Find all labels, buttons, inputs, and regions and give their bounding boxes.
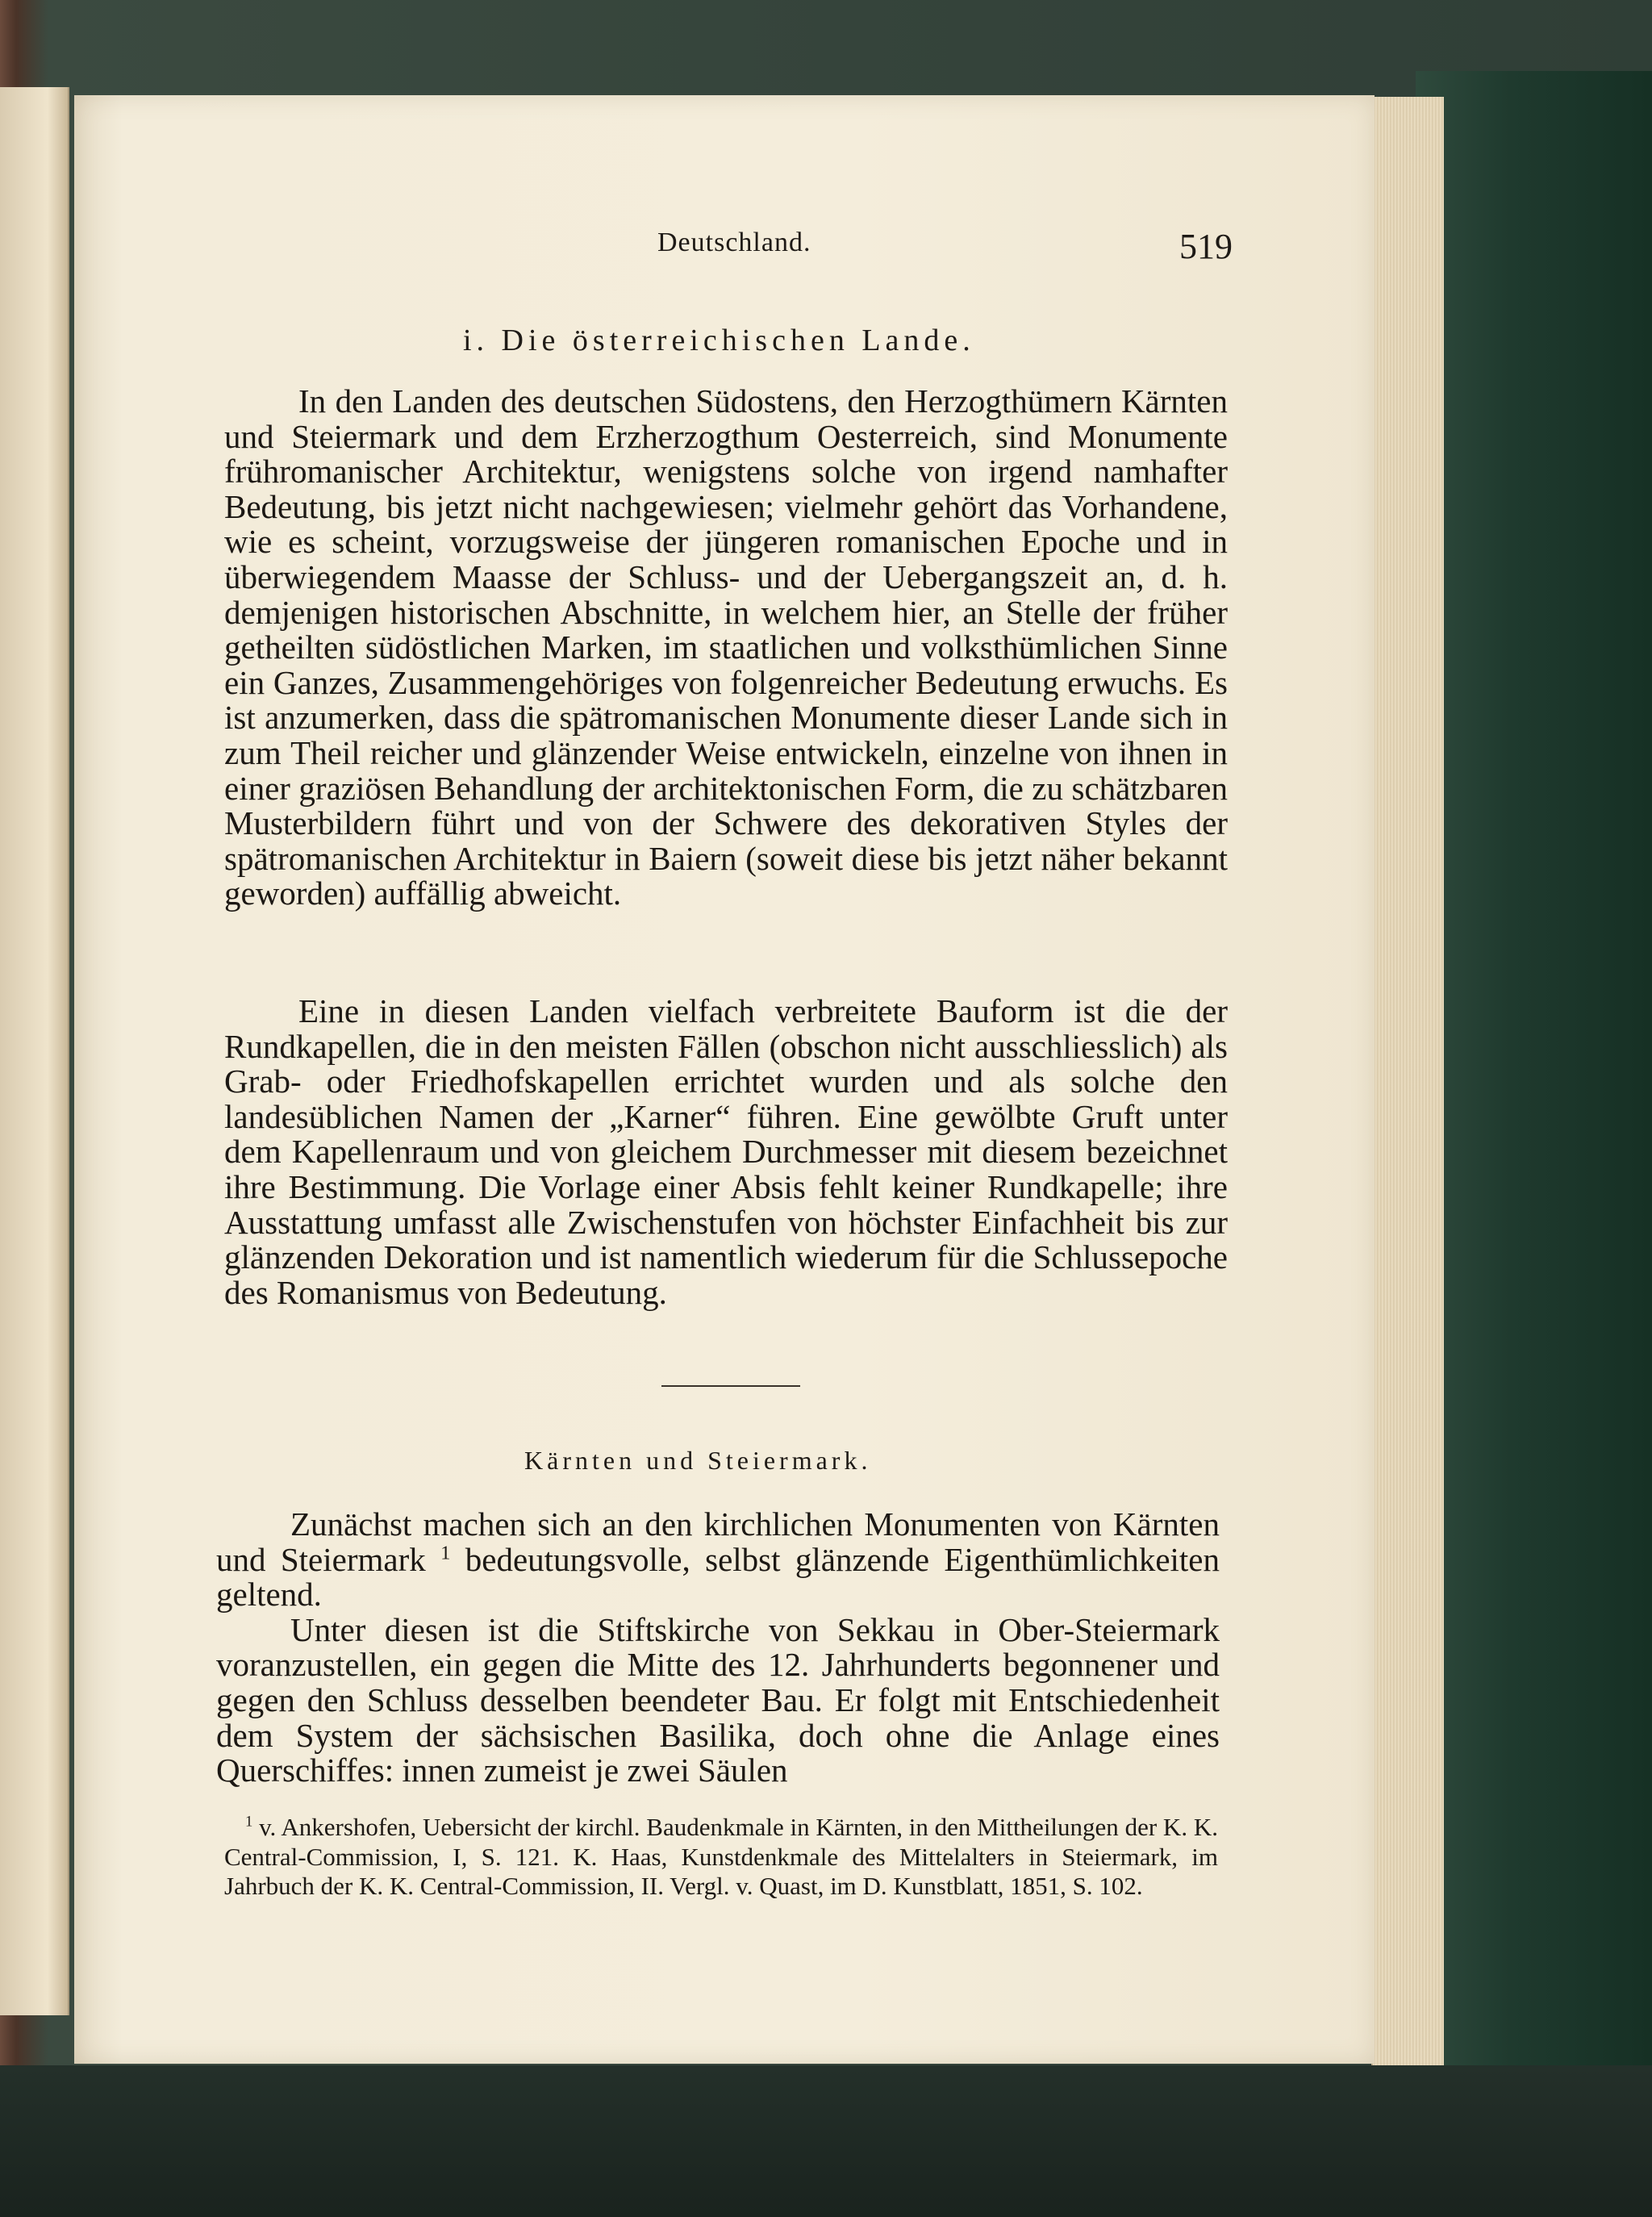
footnote-body: v. Ankershofen, Uebersicht der kirchl. Baudenkmale in Kärnten, in den Mittheilungen der K. K. Central-Commission, I, S. 121. K. Haas, Kunstdenkmale des Mittelalters in Steiermark, im Jahrbuch der K. K. Central-Commission, II. Vergl. v. Quast, im D. Kunstblatt, 1851, S. 102. <box>224 1813 1218 1900</box>
body-text-3 <box>216 1507 1220 1789</box>
paragraph: Eine in diesen Landen vielfach verbreitete Bauform ist die der Rundkapellen, die in den meisten Fällen (obschon nicht ausschliesslich) als Grab- oder Friedhofskapellen errichtet wurden und als solche den landesüblichen Namen der „Karner“ führen. Eine gewölbte Gruft unter dem Kapellenraum und von gleichem Durchmesser mit diesem bezeichnet ihre Bestimmung. Die Vorlage einer Absis fehlt keiner Rundkapelle; ihre Ausstattung umfasst alle Zwischenstufen von höchster Einfachheit bis zur glänzenden Dekoration und ist namentlich wiederum für die Schlussepoche des Romanismus von Bedeutung. <box>224 992 1228 1311</box>
previous-page-edge <box>0 87 69 2015</box>
paragraph: Unter diesen ist die Stiftskirche von Sekkau in Ober-Steiermark voranzustellen, ein gegen die Mitte des 12. Jahrhunderts begonnener und gegen den Schluss desselben beendeter Bau. Er folgt mit Entschiedenheit dem System der sächsischen Basilika, doch ohne die Anlage eines Querschiffes: innen zumeist je zwei Säulen <box>216 1610 1220 1789</box>
binding-bottom <box>0 2065 1652 2217</box>
section-title: i. Die österreichischen Lande. <box>463 324 975 357</box>
paragraph-text: bedeutungsvolle, selbst glänzende Eigenthümlichkeiten geltend. <box>216 1540 1220 1614</box>
running-head: Deutschland. <box>657 228 811 257</box>
page-stack-edge <box>1371 97 1444 2065</box>
page-number: 519 <box>1179 227 1233 266</box>
footnote-text <box>224 1813 1218 1902</box>
paragraph-text: Zunächst machen sich an den kirchlichen Monumenten von Kärnten und Steiermark <box>216 1505 1220 1578</box>
paragraph: In den Landen des deutschen Südostens, den Herzogthümern Kärnten und Steiermark und dem Erzherzogthum Oesterreich, sind Monumente frühromanischer Architektur, wenigstens solche von irgend namhafter Bedeutung, bis jetzt nicht nachgewiesen; vielmehr gehört das Vorhandene, wie es scheint, vorzugsweise der jüngeren romanischen Epoche und in überwiegendem Maasse der Schluss- und der Uebergangszeit an, d. h. demjenigen historischen Abschnitte, in welchem hier, an Stelle der früher getheilten südöstlichen Marken, im staatlichen und volksthümlichen Sinne ein Ganzes, Zusammengehöriges von folgenreicher Bedeutung erwuchs. Es ist anzumerken, dass die spätromanischen Monumente dieser Lande sich in zum Theil reicher und glänzender Weise entwickeln, einzelne von ihnen in einer graziösen Behandlung der architektonischen Form, die zu schätzbaren Musterbildern führt und von der Schwere des dekorativen Styles der spätromanischen Architektur in Baiern (soweit diese bis jetzt näher bekannt geworden) auffällig abweicht. <box>224 382 1228 912</box>
footnote <box>224 1813 1218 1902</box>
footnote-mark: 1 <box>245 1813 253 1831</box>
section-divider <box>661 1385 800 1387</box>
body-text-2 <box>224 994 1228 1310</box>
paragraph <box>216 1507 1220 1613</box>
subsection-title: Kärnten und Steiermark. <box>524 1446 872 1475</box>
book-cover <box>1416 71 1652 2217</box>
body-text-1 <box>224 384 1228 912</box>
footnote-reference: 1 <box>440 1541 451 1564</box>
